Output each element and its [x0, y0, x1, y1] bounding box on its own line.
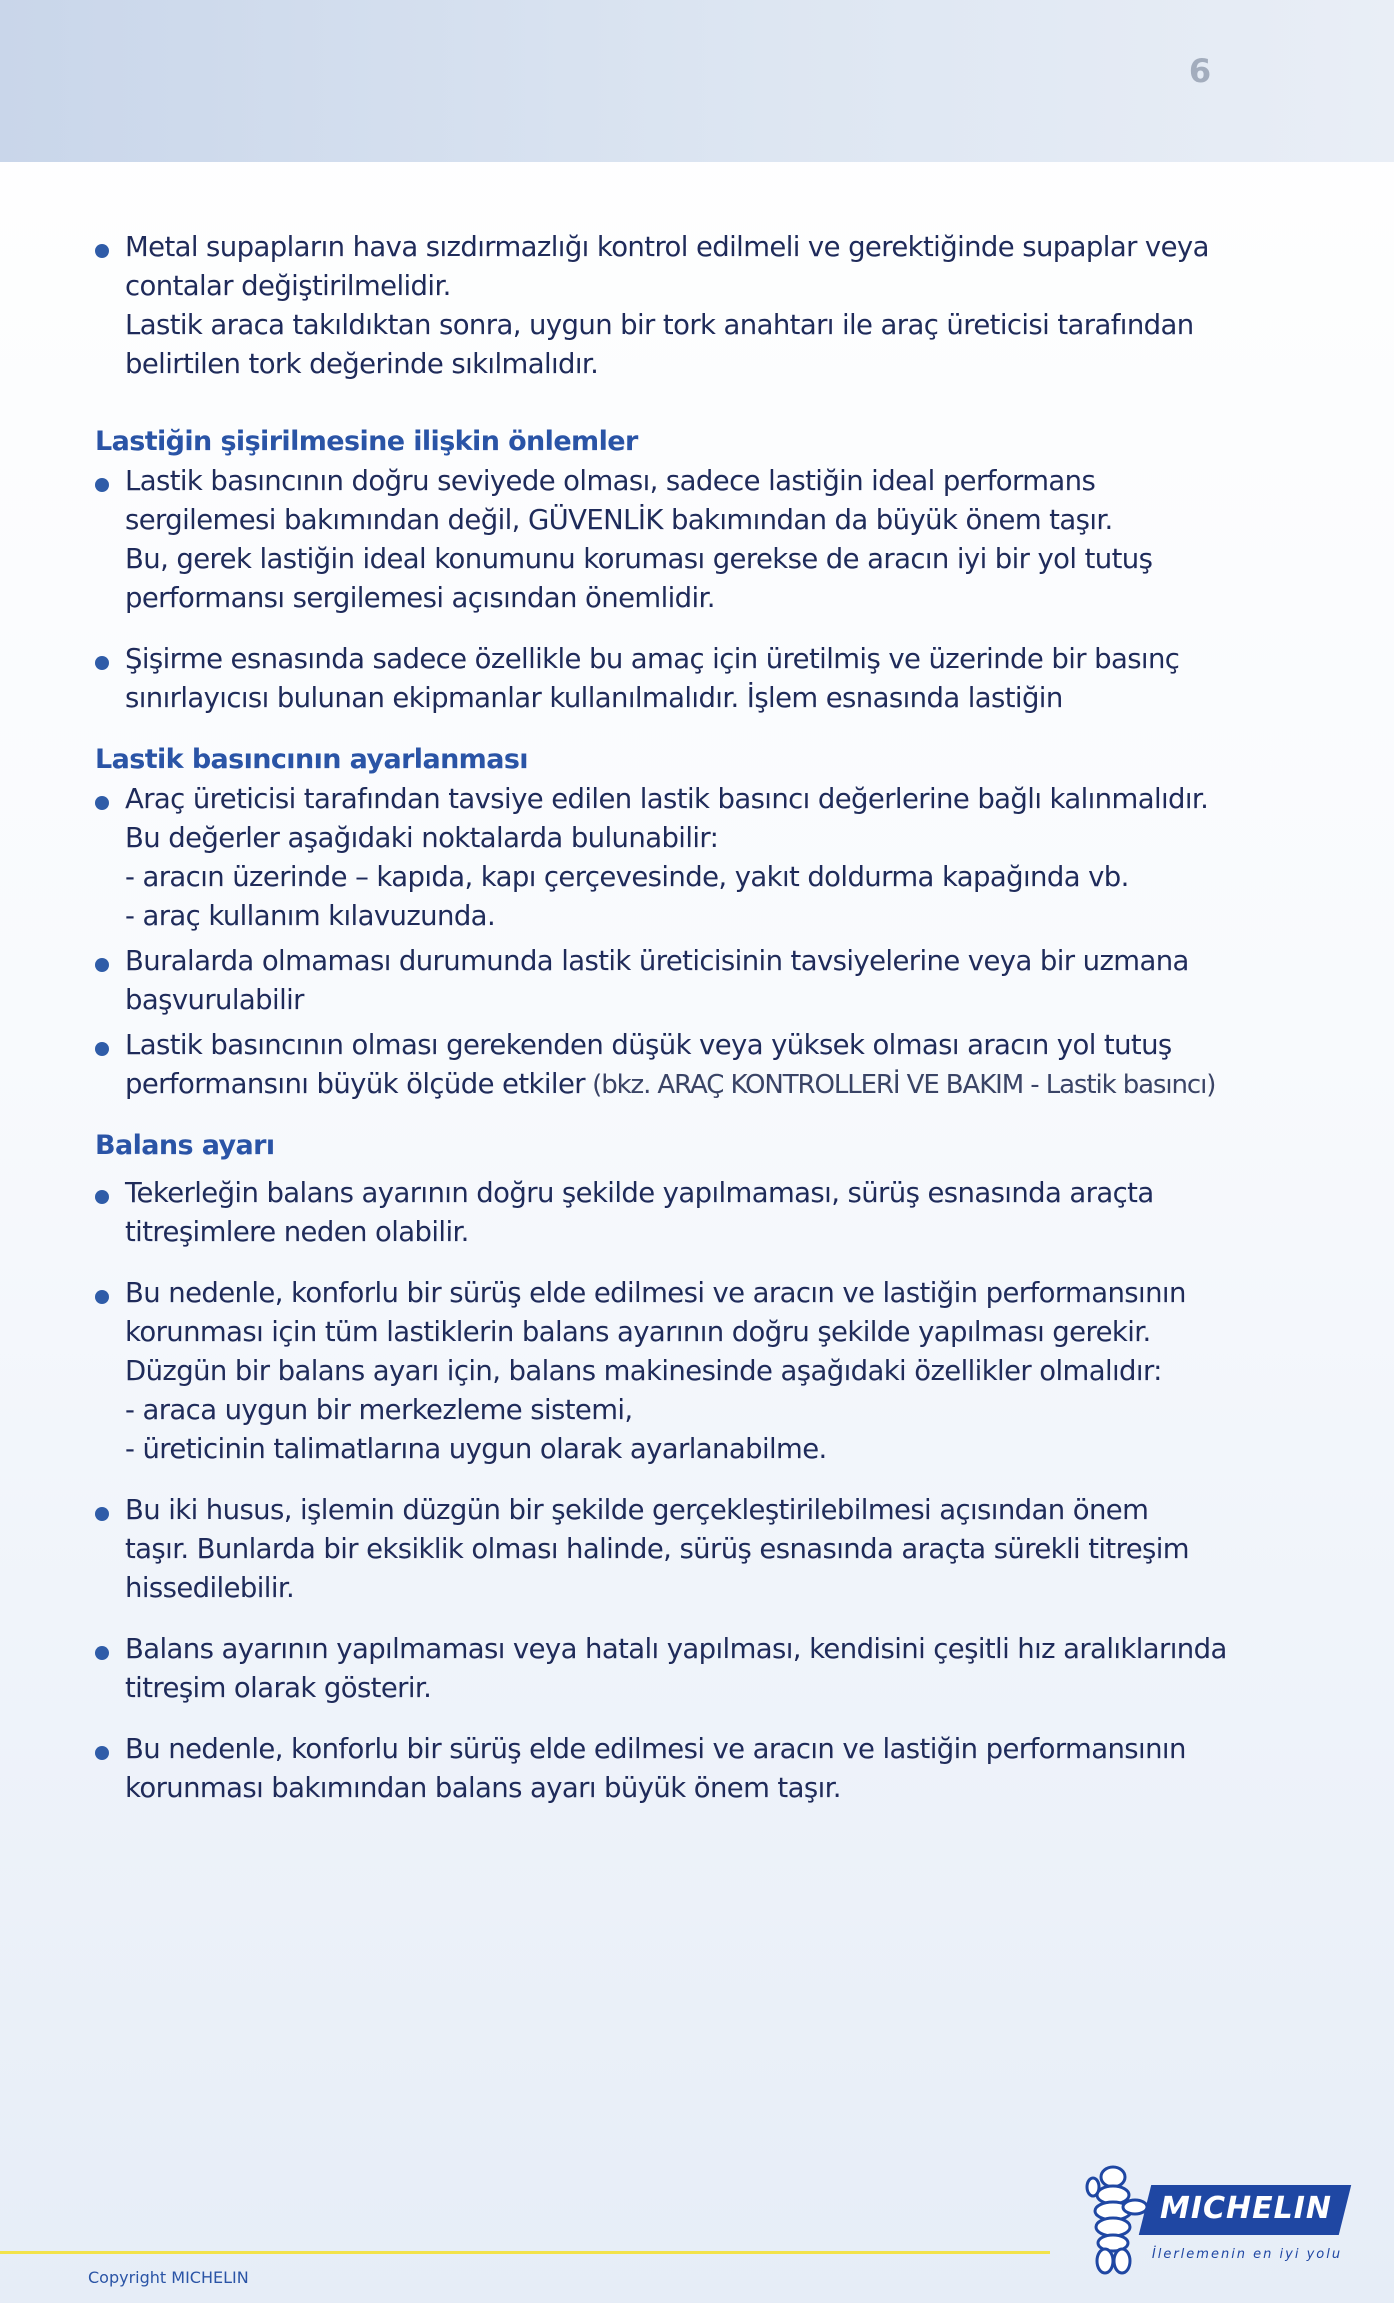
- text-line: - üreticinin talimatlarına uygun olarak ayarlanabilme.: [125, 1433, 827, 1465]
- text-line: hissedilebilir.: [125, 1572, 295, 1604]
- text-line: Lastik araca takıldıktan sonra, uygun bir tork anahtarı ile araç üreticisi tarafından: [125, 309, 1194, 341]
- text-line: titreşim olarak gösterir.: [125, 1672, 432, 1704]
- bullet-item: [95, 1026, 1325, 1104]
- bullet-item: [95, 1274, 1325, 1469]
- text-line: Metal supapların hava sızdırmazlığı kontrol edilmeli ve gerektiğinde supaplar veya: [125, 231, 1209, 263]
- text-line: Lastik basıncının olması gerekenden düşük veya yüksek olması aracın yol tutuş: [125, 1029, 1172, 1061]
- text-line: - aracın üzerinde – kapıda, kapı çerçevesinde, yakıt doldurma kapağında vb.: [125, 861, 1129, 893]
- text-line: belirtilen tork değerinde sıkılmalıdır.: [125, 348, 599, 380]
- bullet-item: [95, 640, 1325, 718]
- bullet-item: [95, 780, 1325, 936]
- text-line: Düzgün bir balans ayarı için, balans makinesinde aşağıdaki özellikler olmalıdır:: [125, 1355, 1162, 1387]
- text-line: [125, 1065, 1325, 1104]
- text-line: korunması bakımından balans ayarı büyük önem taşır.: [125, 1772, 841, 1804]
- bullet-item: [95, 228, 1325, 384]
- michelin-logo: [1085, 2155, 1350, 2280]
- text-line: sınırlayıcısı bulunan ekipmanlar kullanılmalıdır. İşlem esnasında lastiğin: [125, 682, 1063, 714]
- text-line: Şişirme esnasında sadece özellikle bu amaç için üretilmiş ve üzerinde bir basınç: [125, 643, 1180, 675]
- section-heading-pressure: Lastik basıncının ayarlanması: [95, 744, 528, 775]
- text-line: Araç üreticisi tarafından tavsiye edilen lastik basıncı değerlerine bağlı kalınmalıdır.: [125, 783, 1209, 815]
- reference-note: (bkz. ARAÇ KONTROLLERİ VE BAKIM - Lastik basıncı): [584, 1070, 1216, 1100]
- bullet-item: [95, 1630, 1325, 1708]
- text-line: - araca uygun bir merkezleme sistemi,: [125, 1394, 633, 1426]
- text-line: Lastik basıncının doğru seviyede olması, sadece lastiğin ideal performans: [125, 465, 1096, 497]
- text-line: Buralarda olmaması durumunda lastik üreticisinin tavsiyelerine veya bir uzmana: [125, 945, 1189, 977]
- text-line: performansı sergilemesi açısından önemlidir.: [125, 582, 715, 614]
- document-body: [95, 228, 1325, 1808]
- text-line: korunması için tüm lastiklerin balans ayarının doğru şekilde yapılması gerekir.: [125, 1316, 1151, 1348]
- text-line: Bu nedenle, konforlu bir sürüş elde edilmesi ve aracın ve lastiğin performansının: [125, 1733, 1186, 1765]
- bullet-item: [95, 462, 1325, 618]
- text-line: contalar değiştirilmelidir.: [125, 270, 451, 302]
- text-line: taşır. Bunlarda bir eksiklik olması halinde, sürüş esnasında araçta sürekli titreşim: [125, 1533, 1189, 1565]
- logo-wordmark: MICHELIN: [1159, 2191, 1333, 2226]
- text-line: - araç kullanım kılavuzunda.: [125, 900, 496, 932]
- text-line: titreşimlere neden olabilir.: [125, 1216, 469, 1248]
- bullet-item: [95, 1491, 1325, 1608]
- footer-divider: [0, 2251, 1050, 2254]
- text-fragment: performansını büyük ölçüde etkiler: [125, 1068, 585, 1100]
- section-heading-balance: Balans ayarı: [95, 1130, 275, 1161]
- logo-slogan: İlerlemenin en iyi yolu: [1151, 2247, 1343, 2262]
- bullet-item: [95, 1730, 1325, 1808]
- section-heading-inflation: Lastiğin şişirilmesine ilişkin önlemler: [95, 426, 638, 457]
- text-line: sergilemesi bakımından değil, GÜVENLİK bakımından da büyük önem taşır.: [125, 504, 1113, 536]
- text-line: Bu, gerek lastiğin ideal konumunu koruması gerekse de aracın iyi bir yol tutuş: [125, 543, 1153, 575]
- text-line: başvurulabilir: [125, 984, 304, 1016]
- text-line: Balans ayarının yapılmaması veya hatalı yapılması, kendisini çeşitli hız aralıklarında: [125, 1633, 1227, 1665]
- page-number: 6: [1188, 52, 1212, 90]
- bullet-item: [95, 1174, 1325, 1252]
- copyright-text: Copyright MICHELIN: [88, 2268, 249, 2287]
- bullet-item: [95, 942, 1325, 1020]
- text-line: Bu iki husus, işlemin düzgün bir şekilde gerçekleştirilebilmesi açısından önem: [125, 1494, 1149, 1526]
- text-line: Bu değerler aşağıdaki noktalarda bulunabilir:: [125, 822, 719, 854]
- text-line: Tekerleğin balans ayarının doğru şekilde yapılmaması, sürüş esnasında araçta: [125, 1177, 1154, 1209]
- text-line: Bu nedenle, konforlu bir sürüş elde edilmesi ve aracın ve lastiğin performansının: [125, 1277, 1186, 1309]
